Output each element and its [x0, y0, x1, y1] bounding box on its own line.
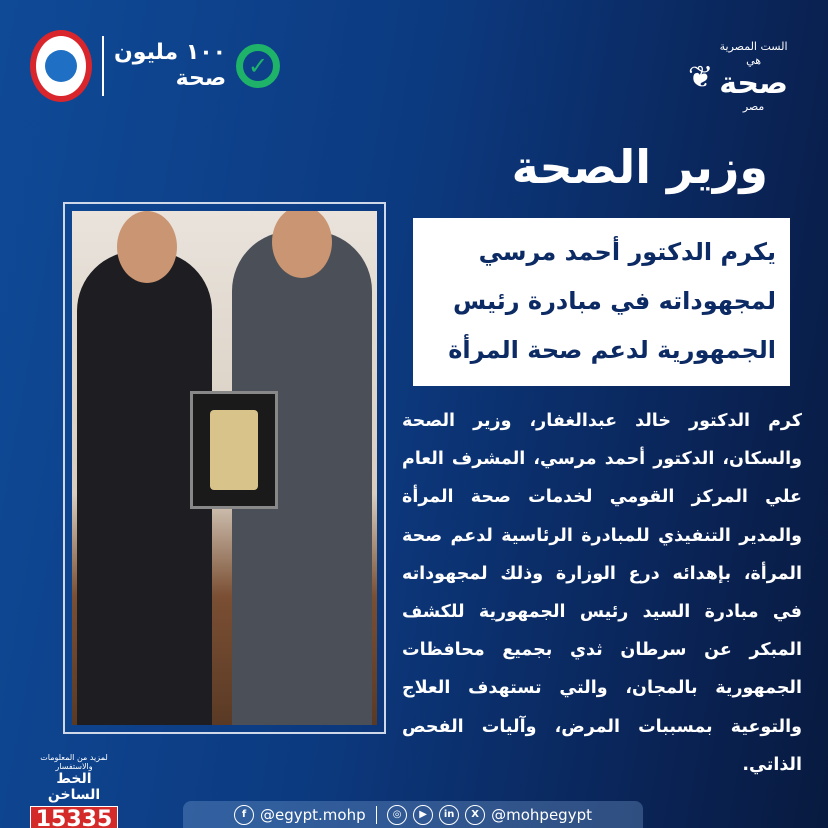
linkedin-icon[interactable]: in — [439, 805, 459, 825]
hotline-caption: لمزيد من المعلومات والاستفسار — [40, 753, 108, 771]
check-icon: ✓ — [236, 44, 280, 88]
ministry-seal-icon — [30, 30, 92, 102]
page-title: وزير الصحة — [511, 140, 768, 194]
facebook-handle[interactable]: @egypt.mohp — [260, 805, 366, 824]
women-health-logo — [688, 40, 788, 114]
x-icon[interactable]: X — [465, 805, 485, 825]
social-handle[interactable]: @mohpegypt — [491, 805, 592, 824]
hotline-number: 15335 — [30, 806, 118, 828]
body-text: كرم الدكتور خالد عبدالغفار، وزير الصحة والسكان، الدكتور أحمد مرسي، المشرف العام علي المركز القومي لخدمات صحة المرأة والمدير التنفيذي للمبادرة الرئاسية لدعم صحة المرأة، بإهدائه درع الوزارة وذلك لمجهوداته في مبادرة السيد رئيس الجمهورية للكشف المبكر عن سرطان ثدي بجميع محافظات الجمهورية بالمجان، والتي تستهدف العلاج والتوعية بمسببات المرض، وآليات الفحص الذاتي. — [402, 411, 802, 775]
ceremony-photo — [72, 211, 377, 725]
social-bar — [183, 801, 643, 828]
facebook-icon[interactable]: f — [234, 805, 254, 825]
campaign-text — [114, 40, 226, 92]
instagram-icon[interactable]: ◎ — [387, 805, 407, 825]
logo-bottom: مصر — [742, 100, 765, 113]
youtube-icon[interactable]: ▶ — [413, 805, 433, 825]
hotline-label: الخط الساخن — [47, 771, 101, 803]
hotline — [30, 753, 118, 828]
divider — [376, 806, 378, 824]
logo-top: الست المصرية — [719, 40, 788, 53]
campaign-line2: صحة — [175, 66, 227, 91]
campaign-line1: ١٠٠ مليون — [114, 40, 227, 65]
campaign-logo — [30, 30, 280, 102]
logo-mid: هي — [746, 54, 762, 67]
photo-frame — [63, 202, 386, 734]
plaque — [190, 391, 278, 509]
leaf-icon: ❦ — [688, 59, 714, 95]
subtitle-box: يكرم الدكتور أحمد مرسي لمجهوداته في مبادرة رئيس الجمهورية لدعم صحة المرأة — [413, 218, 790, 386]
divider — [102, 36, 104, 96]
logo-big: صحة — [719, 66, 788, 101]
